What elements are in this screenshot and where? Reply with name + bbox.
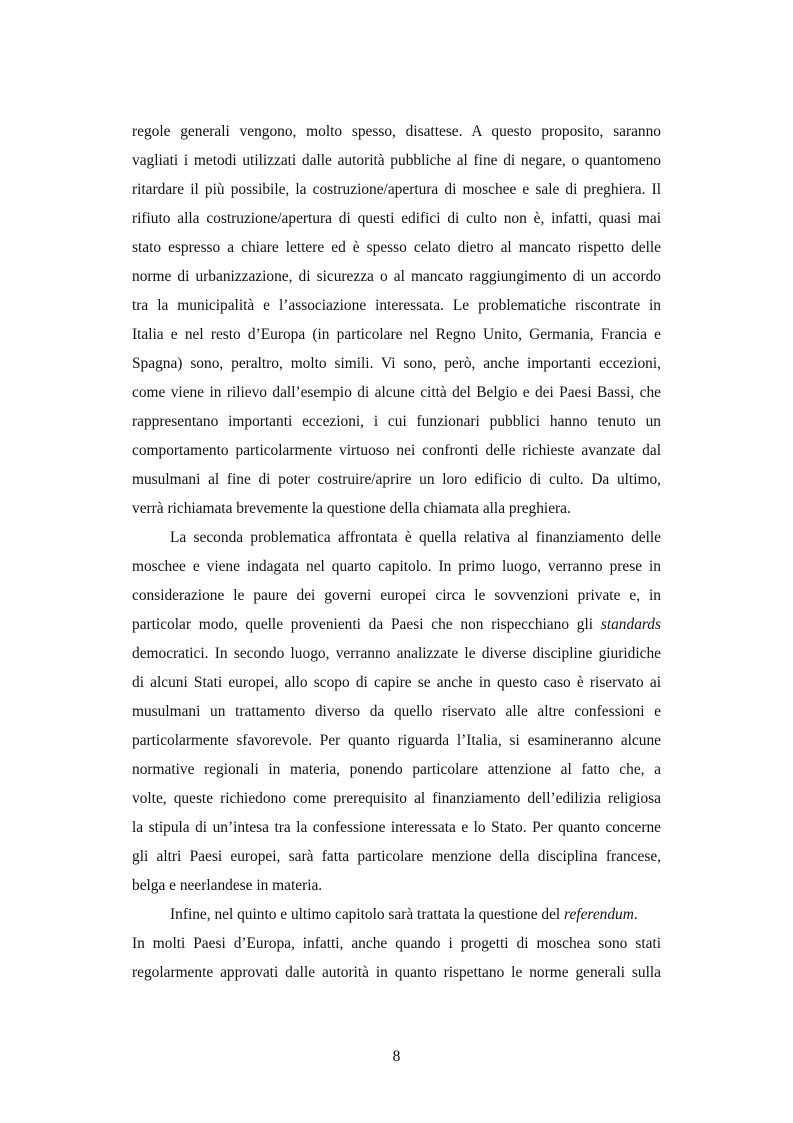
text-run: . [633,906,638,923]
text-line: moschee e viene indagata nel quarto capitolo. In primo luogo, verranno prese in [132,558,661,575]
text-line: belga e neerlandese in materia. [132,877,323,894]
text-line [132,610,661,639]
text-run: Infine, nel quinto e ultimo capitolo sarà trattata la questione del [170,906,565,923]
text-line: la stipula di un’intesa tra la confessione interessata e lo Stato. Per quanto concerne [132,819,661,836]
text-line: gli altri Paesi europei, sarà fatta particolare menzione della disciplina francese, [132,848,661,865]
text-line: regolarmente approvati dalle autorità in quanto rispettano le norme generali sulla [132,964,661,981]
text-line: tra la municipalità e l’associazione interessata. Le problematiche riscontrate in [132,297,661,314]
text-line: La seconda problematica affrontata è quella relativa al finanziamento delle [170,529,661,546]
text-line: musulmani al fine di poter costruire/aprire un loro edificio di culto. Da ultimo, [132,471,661,488]
body-text [132,117,661,987]
text-line: particolarmente sfavorevole. Per quanto riguarda l’Italia, si esamineranno alcune [132,732,661,749]
text-line: normative regionali in materia, ponendo particolare attenzione al fatto che, a [132,761,661,778]
text-line: Italia e nel resto d’Europa (in particolare nel Regno Unito, Germania, Francia e [132,326,661,343]
text-line: norme di urbanizzazione, di sicurezza o al mancato raggiungimento di un accordo [132,268,661,285]
text-line: rappresentano importanti eccezioni, i cui funzionari pubblici hanno tenuto un [132,413,661,430]
text-line: di alcuni Stati europei, allo scopo di capire se anche in questo caso è riservato ai [132,674,661,691]
page-number: 8 [392,1048,401,1065]
text-line: ritardare il più possibile, la costruzione/apertura di moschee e sale di preghiera. Il [132,181,661,198]
text-line: vagliati i metodi utilizzati dalle autorità pubbliche al fine di negare, o quantomeno [132,152,661,169]
text-line: stato espresso a chiare lettere ed è spesso celato dietro al mancato rispetto delle [132,239,661,256]
text-line: musulmani un trattamento diverso da quello riservato alle altre confessioni e [132,703,661,720]
text-line: volte, queste richiedono come prerequisito al finanziamento dell’edilizia religiosa [132,790,661,807]
text-line: rifiuto alla costruzione/apertura di questi edifici di culto non è, infatti, quasi mai [132,210,661,227]
text-line [132,900,661,929]
italic-term: referendum [564,906,634,923]
text-line: regole generali vengono, molto spesso, disattese. A questo proposito, saranno [132,123,661,140]
text-line: verrà richiamata brevemente la questione della chiamata alla preghiera. [132,500,571,517]
text-line: Spagna) sono, peraltro, molto simili. Vi sono, però, anche importanti eccezioni, [132,355,661,372]
text-line: democratici. In secondo luogo, verranno analizzate le diverse discipline giuridiche [132,645,661,662]
text-line: In molti Paesi d’Europa, infatti, anche quando i progetti di moschea sono stati [132,935,661,952]
text-line: considerazione le paure dei governi europei circa le sovvenzioni private e, in [132,587,661,604]
text-line: come viene in rilievo dall’esempio di alcune città del Belgio e dei Paesi Bassi, che [132,384,661,401]
text-line: comportamento particolarmente virtuoso nei confronti delle richieste avanzate dal [132,442,661,459]
italic-term: standards [600,616,661,633]
text-run: particolar modo, quelle provenienti da Paesi che non rispecchiano gli [132,616,601,633]
